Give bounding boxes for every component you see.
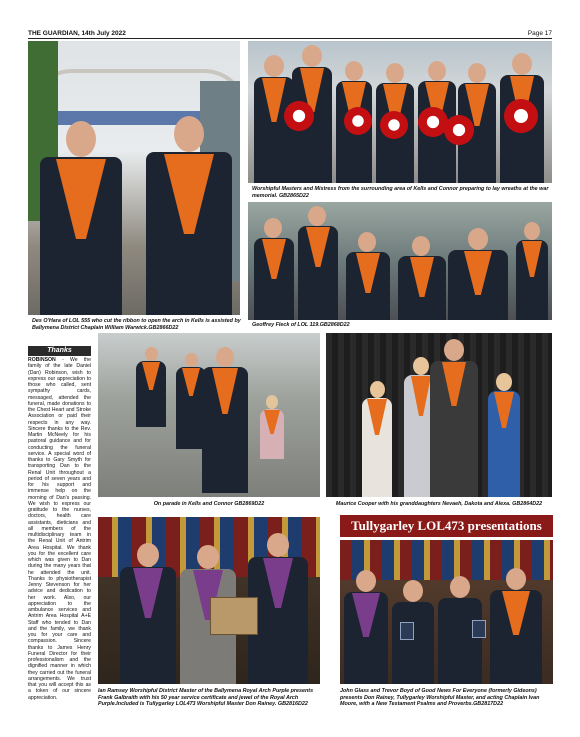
parade-man-2	[298, 206, 338, 320]
photo-maurice-cooper	[326, 333, 552, 497]
parade-marcher-3	[202, 347, 248, 493]
photo-geoffrey-fleck	[248, 202, 552, 320]
ivan-moore	[490, 568, 542, 684]
parade-man-1	[254, 218, 294, 320]
photo-certificate-presentation	[98, 517, 320, 684]
page-number: Page 17	[527, 30, 552, 37]
poppy-wreath-2	[344, 107, 372, 135]
thanks-heading: Thanks	[47, 347, 72, 354]
caption-wreath-laying: Worshipful Masters and Mistress from the surrounding area of Kells and Connor preparing to lay wreaths at the war memorial. GB2865D22	[252, 186, 549, 199]
photo-arch-opening	[28, 41, 240, 315]
publication-title: THE GUARDIAN, 14th July 2022	[28, 30, 126, 37]
photo-bible-presentation	[340, 540, 553, 684]
ian-ramsey	[120, 543, 176, 684]
section-banner	[340, 515, 553, 537]
john-glass	[344, 570, 388, 684]
poppy-wreath-5	[444, 115, 474, 145]
caption-maurice-cooper: Maurice Cooper with his granddaughters Nevaeh, Dakota and Alexa. GB2864D22	[335, 501, 543, 507]
poppy-wreath-3	[380, 111, 408, 139]
poppy-wreath-1	[284, 101, 314, 131]
caption-bible-presentation: John Glass and Trevor Boyd of Good News For Everyone (formerly Gideons) presents Don Rainey, Tullygarley Worshipful Master, and acting Chaplain Ivan Moore, with a New Testament Psalms and Proverbs.GB2817D22	[340, 688, 540, 708]
poppy-wreath-6	[504, 99, 538, 133]
caption-arch-opening: Des O'Hara of LOL 555 who cut the ribbon to open the arch in Kells is assisted by Ballymena District Chaplain William Warwick.GB2866D22	[32, 318, 241, 331]
banner-title: Tullygarley LOL473 presentations	[351, 518, 542, 533]
granddaughter-right	[488, 373, 520, 497]
parade-man-4	[398, 236, 446, 320]
photo-parade	[98, 333, 320, 497]
header-divider	[28, 38, 552, 39]
parade-marcher-1	[136, 347, 166, 427]
man-right	[140, 116, 236, 315]
thanks-body: - We the family of the late Daniel (Dan) Robinson, wish to express our appreciation to those who called, sent sympathy cards, messaged, attended the funeral, made donations to the Chest Heart and Stroke Association or paid their respects in any way. Sincere thanks to the Rev. Martin McNeely for his pastoral guidance and for conducting the funeral service. A special word of thanks to Gary Smyth for transporting Dan to the Renal Unit throughout a period of seven years and for his support and immense help on the morning of Dan's passing. We wish to express our gratitude to the nurses, doctors, health care assistants, dieticians and all members of the multidisciplinary team in the Renal Unit of Antrim Area Hospital. We thank you for the excellent care which was given to Dan during the many years that he attended the unit. Thanks to physiotherapist Jenny Stevenson for her advice and dedication to her work. Also, our appreciation to the ambulance services and Antrim Area Hospital A+E Staff who tended to Dan and the family, we thank you for your care and compassion. Sincere thanks to James Henry Funeral Director for their professionalism and the dignified manner in which they carried out the funeral arrangements. We trust that you will accept this as a token of our sincere appreciation.	[28, 357, 91, 701]
page-header	[28, 25, 552, 37]
caption-parade: On parade in Kells and Connor GB2869D22	[153, 501, 265, 507]
parade-man-6	[516, 222, 548, 320]
child-marcher	[260, 395, 284, 475]
new-testament-2	[472, 620, 486, 638]
caption-certificate-presentation: Ian Ramsey Worshipful District Master of the Ballymena Royal Arch Purple presents Frank Galbraith with his 50 year service certificate and jewel of the Royal Arch Purple.Included is Tullygarley LOL473 Worshipful Master Don Rainey. GB2816D22	[98, 688, 314, 708]
granddaughter-left	[362, 381, 392, 497]
service-certificate	[210, 597, 258, 635]
caption-geoffrey-fleck: Geoffrey Fleck of LOL 119.GB2868D22	[252, 322, 350, 328]
thanks-heading-box	[28, 346, 91, 356]
thanks-surname: ROBINSON	[28, 357, 56, 363]
man-left	[36, 121, 126, 315]
geoffrey-fleck	[448, 228, 508, 320]
parade-man-3	[346, 232, 390, 320]
photo-wreath-laying	[248, 41, 552, 183]
maurice-cooper	[430, 339, 478, 497]
thanks-notice	[28, 357, 91, 701]
new-testament-1	[400, 622, 414, 640]
